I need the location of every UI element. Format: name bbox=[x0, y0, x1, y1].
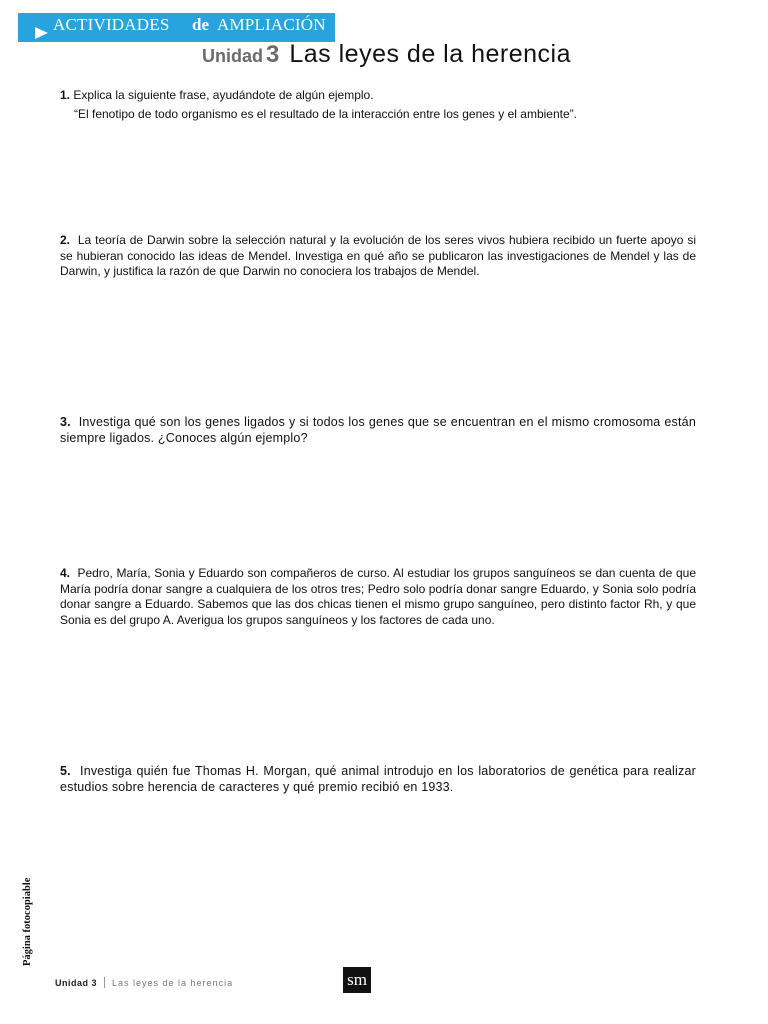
play-arrow-icon bbox=[35, 27, 48, 39]
question-number: 5. bbox=[60, 764, 71, 778]
banner-text-actividades: ACTIVIDADES bbox=[53, 15, 170, 34]
banner-text-de: de bbox=[192, 15, 209, 34]
question-3 bbox=[60, 414, 696, 446]
question-text: La teoría de Darwin sobre la selección natural y la evolución de los seres vivos hubiera recibido un fuerte apoyo si se hubieran conocido las ideas de Mendel. Investiga en qué año se publicaron las investigaciones de Mendel y las de Darwin, y justifica la razón de que Darwin no conociera los trabajos de Mendel. bbox=[60, 233, 697, 279]
question-number: 4. bbox=[60, 566, 71, 580]
unit-label: Unidad bbox=[202, 46, 263, 66]
question-text: Explica la siguiente frase, ayudándote de algún ejemplo. bbox=[73, 88, 374, 102]
page-title bbox=[202, 40, 571, 69]
footer-title: Las leyes de la herencia bbox=[112, 978, 234, 988]
question-text: Investiga qué son los genes ligados y si todos los genes que se encuentran en el mismo cromosoma están siempre ligados. ¿Conoces algún ejemplo? bbox=[60, 415, 696, 445]
footer-unit: Unidad 3 bbox=[55, 978, 98, 988]
question-quote: “El fenotipo de todo organismo es el resultado de la interacción entre los genes y el ambiente”. bbox=[74, 106, 577, 121]
question-text: Investiga quién fue Thomas H. Morgan, qué animal introdujo en los laboratorios de genética para realizar estudios sobre herencia de caracteres y qué premio recibió en 1933. bbox=[60, 764, 696, 794]
publisher-logo: sm bbox=[343, 967, 371, 993]
page-footer bbox=[55, 977, 233, 988]
question-number: 1. bbox=[60, 88, 71, 102]
question-number: 2. bbox=[60, 233, 71, 247]
question-4 bbox=[60, 566, 696, 628]
question-1 bbox=[60, 88, 696, 122]
photocopiable-label: Página fotocopiable bbox=[22, 877, 33, 966]
unit-title: Las leyes de la herencia bbox=[289, 40, 571, 68]
question-number: 3. bbox=[60, 415, 71, 429]
banner-text-ampliacion: AMPLIACIÓN bbox=[217, 15, 326, 34]
question-text: Pedro, María, Sonia y Eduardo son compañeros de curso. Al estudiar los grupos sanguíneos se dan cuenta de que María podría donar sangre a cualquiera de los otros tres; Pedro solo podría donar sangre Eduardo, y Sonia solo podría donar sangre a Eduardo. Sabemos que las dos chicas tienen el mismo grupo sanguíneo, pero distinto factor Rh, y que Sonia es del grupo A. Averigua los grupos sanguíneos y los factores de cada uno. bbox=[60, 566, 697, 627]
footer-divider bbox=[104, 977, 105, 988]
unit-number: 3 bbox=[266, 41, 280, 68]
question-2 bbox=[60, 233, 696, 280]
question-5 bbox=[60, 763, 696, 795]
section-banner bbox=[18, 13, 335, 42]
